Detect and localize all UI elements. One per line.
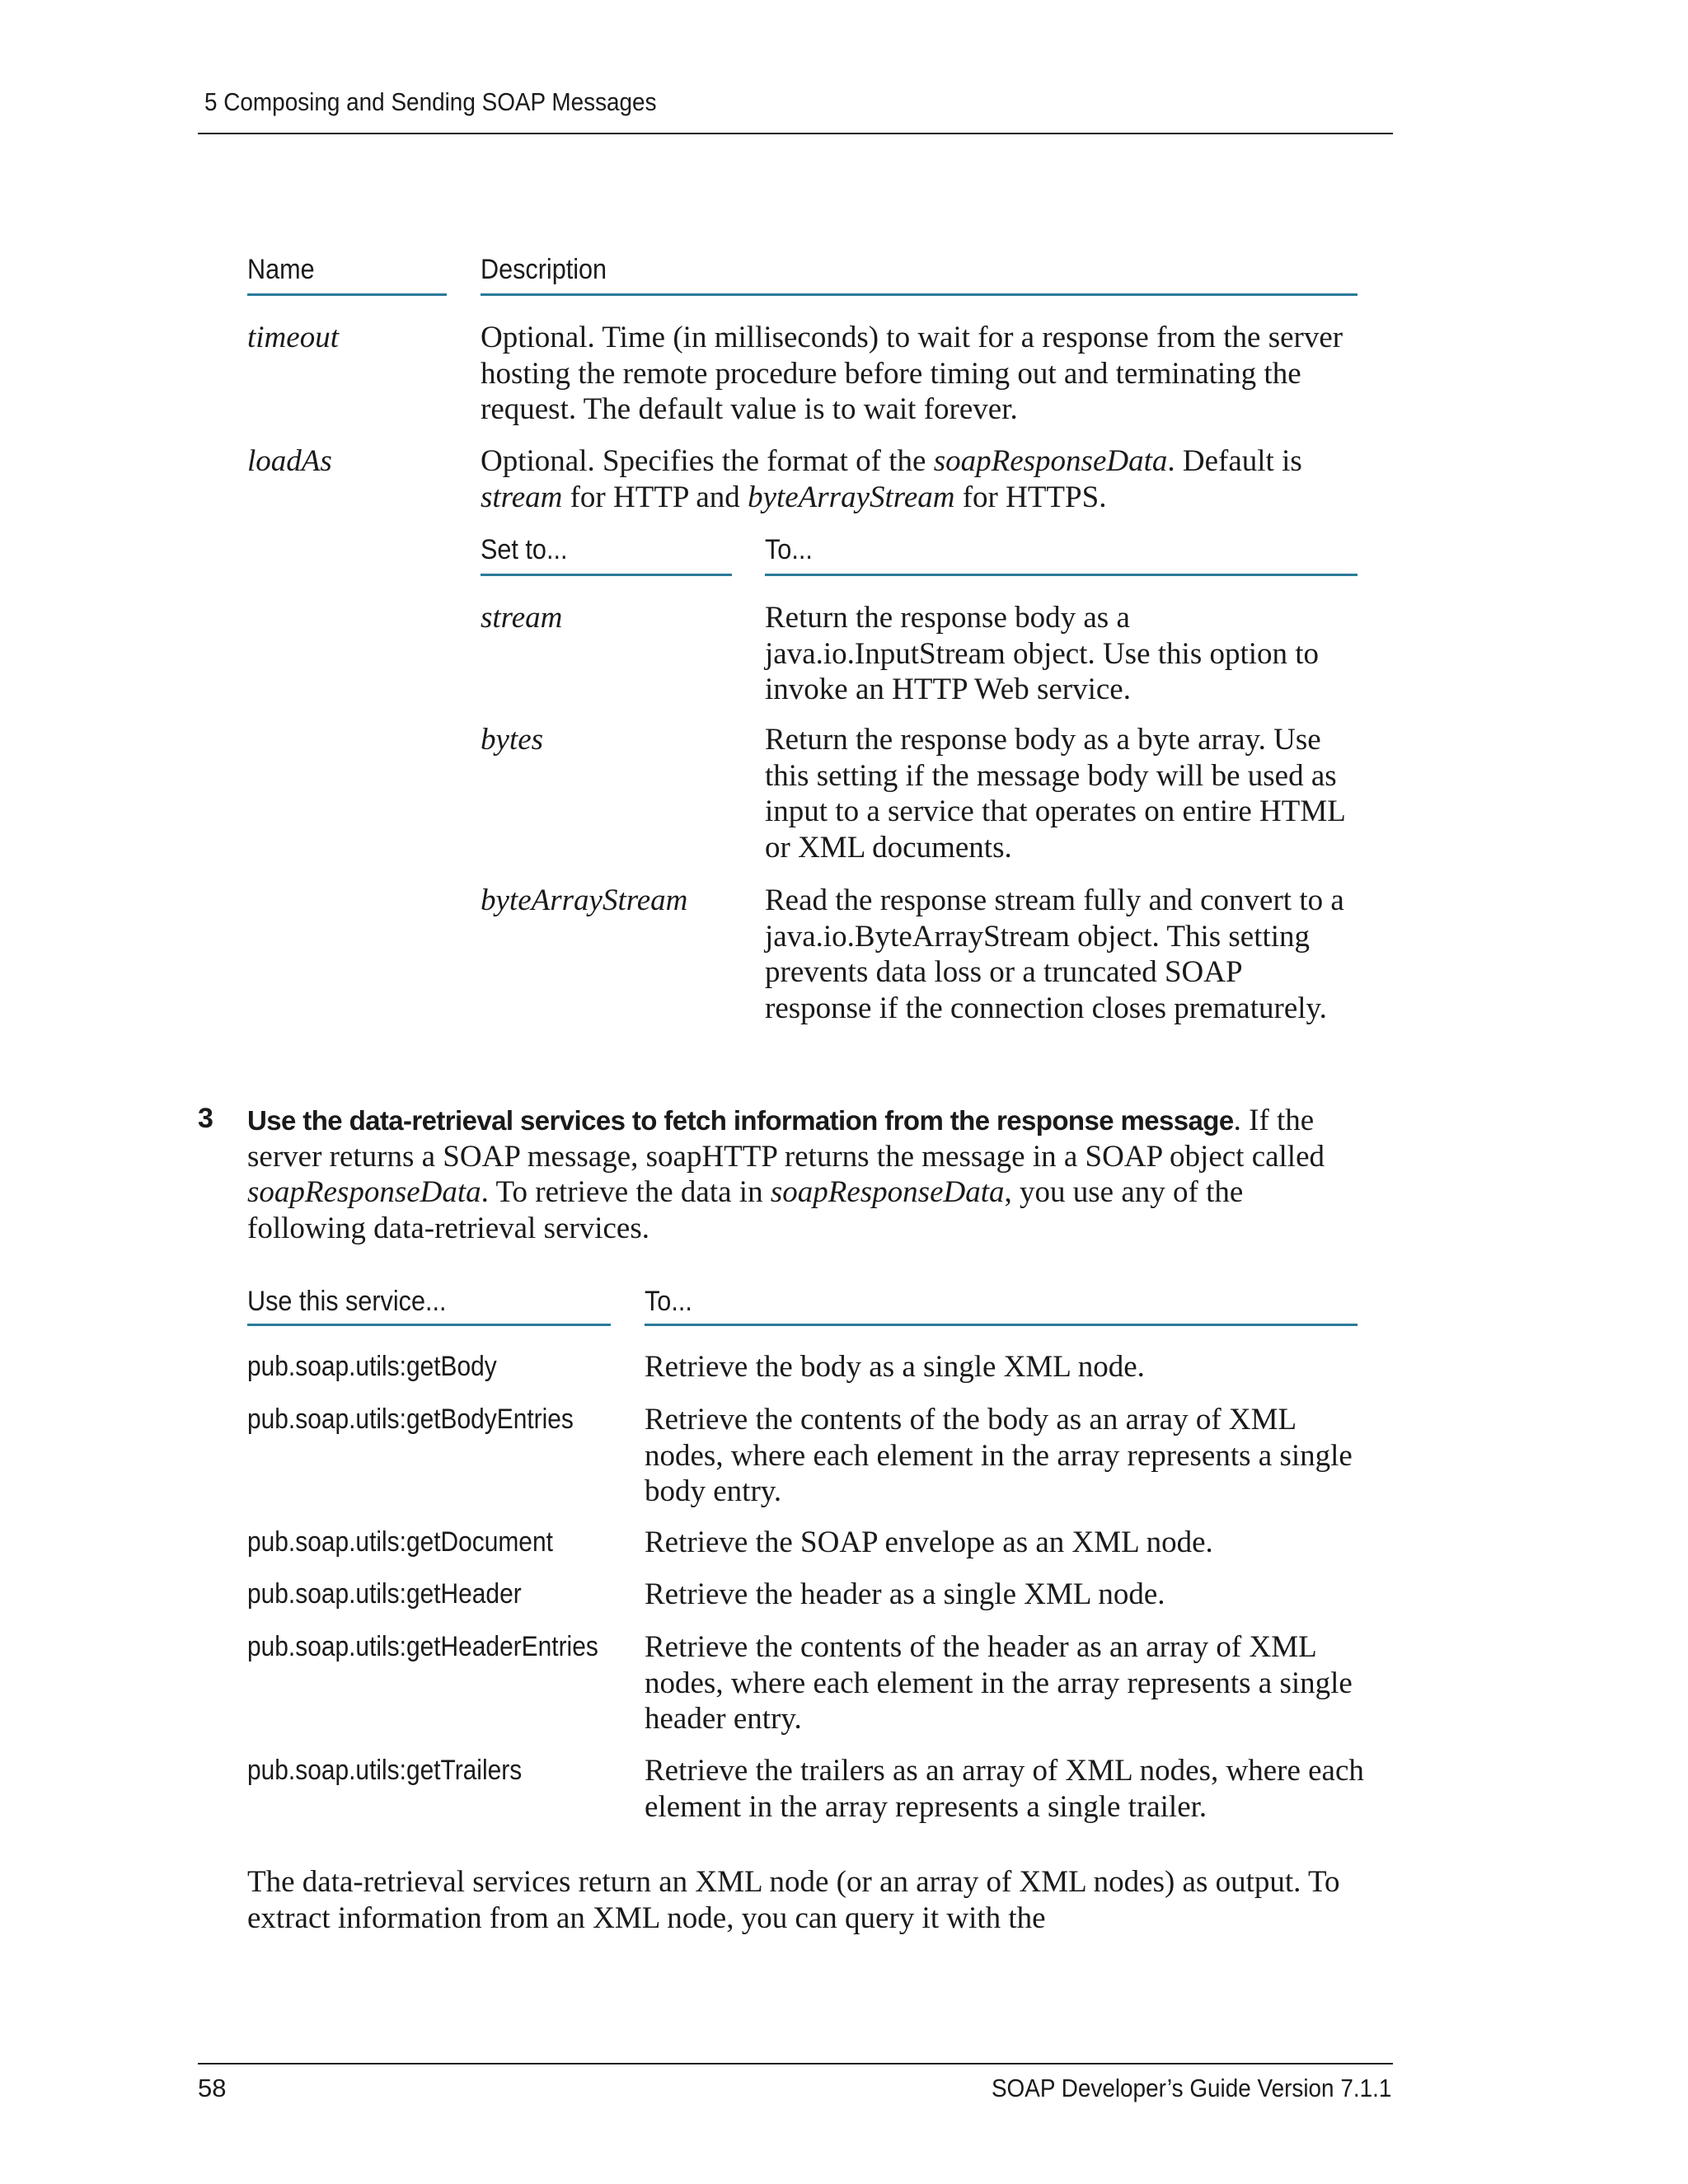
param-desc-loadas: Optional. Specifies the format of the soapResponseData. Default is stream for HTTP and byteArrayStream for HTTPS. bbox=[481, 444, 1302, 514]
footer-rule bbox=[198, 2063, 1393, 2064]
col-header-to: To... bbox=[765, 534, 813, 565]
col-header-set-to: Set to... bbox=[481, 534, 568, 565]
param-name-timeout: timeout bbox=[247, 321, 339, 354]
param-name-loadas: loadAs bbox=[247, 444, 332, 478]
service-desc: Retrieve the trailers as an array of XML nodes, where each element in the array represents a single trailer. bbox=[645, 1754, 1364, 1824]
col-header-name: Name bbox=[247, 254, 315, 285]
loadas-value: byteArrayStream bbox=[481, 883, 688, 917]
service-name: pub.soap.utils:getDocument bbox=[247, 1526, 553, 1558]
service-desc: Retrieve the header as a single XML node. bbox=[645, 1577, 1165, 1611]
col-header-name-rule bbox=[247, 293, 447, 296]
service-name: pub.soap.utils:getHeaderEntries bbox=[247, 1631, 598, 1662]
service-name: pub.soap.utils:getBody bbox=[247, 1351, 497, 1382]
loadas-value: stream bbox=[481, 601, 563, 635]
service-name: pub.soap.utils:getBodyEntries bbox=[247, 1404, 574, 1435]
closing-paragraph: The data-retrieval services return an XML node (or an array of XML nodes) as output. To extract information from an XML node, you can query it with the bbox=[247, 1865, 1340, 1935]
col-header-set-to-rule bbox=[481, 574, 732, 576]
col-header-to: To... bbox=[645, 1286, 692, 1317]
col-header-description: Description bbox=[481, 254, 607, 285]
service-desc: Retrieve the contents of the body as an array of XML nodes, where each element in the array represents a single body entry. bbox=[645, 1403, 1353, 1508]
page-number: 58 bbox=[198, 2074, 227, 2102]
col-header-description-rule bbox=[481, 293, 1357, 296]
col-header-service-rule bbox=[247, 1324, 611, 1326]
loadas-desc: Return the response body as a byte array. Use this setting if the message body will be used as input to a service that operates on entire HTML or XML documents. bbox=[765, 723, 1345, 865]
step-number: 3 bbox=[198, 1103, 213, 1134]
service-desc: Retrieve the contents of the header as an array of XML nodes, where each element in the array represents a single header entry. bbox=[645, 1630, 1353, 1736]
footer-doc-title: SOAP Developer’s Guide Version 7.1.1 bbox=[991, 2074, 1391, 2102]
param-desc-timeout: Optional. Time (in milliseconds) to wait for a response from the server hosting the remote procedure before timing out and terminating the request. The default value is to wait forever. bbox=[481, 321, 1343, 426]
col-header-to-rule bbox=[645, 1324, 1357, 1326]
service-desc: Retrieve the SOAP envelope as an XML node. bbox=[645, 1526, 1213, 1559]
col-header-service: Use this service... bbox=[247, 1286, 447, 1317]
header-rule bbox=[198, 133, 1393, 134]
service-name: pub.soap.utils:getTrailers bbox=[247, 1755, 523, 1786]
loadas-desc: Read the response stream fully and convert to a java.io.ByteArrayStream object. This setting prevents data loss or a truncated SOAP response if the connection closes prematurely. bbox=[765, 883, 1344, 1025]
loadas-value: bytes bbox=[481, 723, 544, 757]
col-header-to-rule bbox=[765, 574, 1357, 576]
service-desc: Retrieve the body as a single XML node. bbox=[645, 1350, 1145, 1384]
running-head: 5 Composing and Sending SOAP Messages bbox=[204, 87, 657, 116]
loadas-desc: Return the response body as a java.io.InputStream object. Use this option to invoke an HTTP Web service. bbox=[765, 601, 1320, 706]
service-name: pub.soap.utils:getHeader bbox=[247, 1578, 522, 1610]
step-3-text: Use the data-retrieval services to fetch information from the response message. If the server returns a SOAP message, soapHTTP returns the message in a SOAP object called soapResponseData. To retrieve the data in soapResponseData, you use any of the following data-retrieval services. bbox=[247, 1104, 1325, 1245]
